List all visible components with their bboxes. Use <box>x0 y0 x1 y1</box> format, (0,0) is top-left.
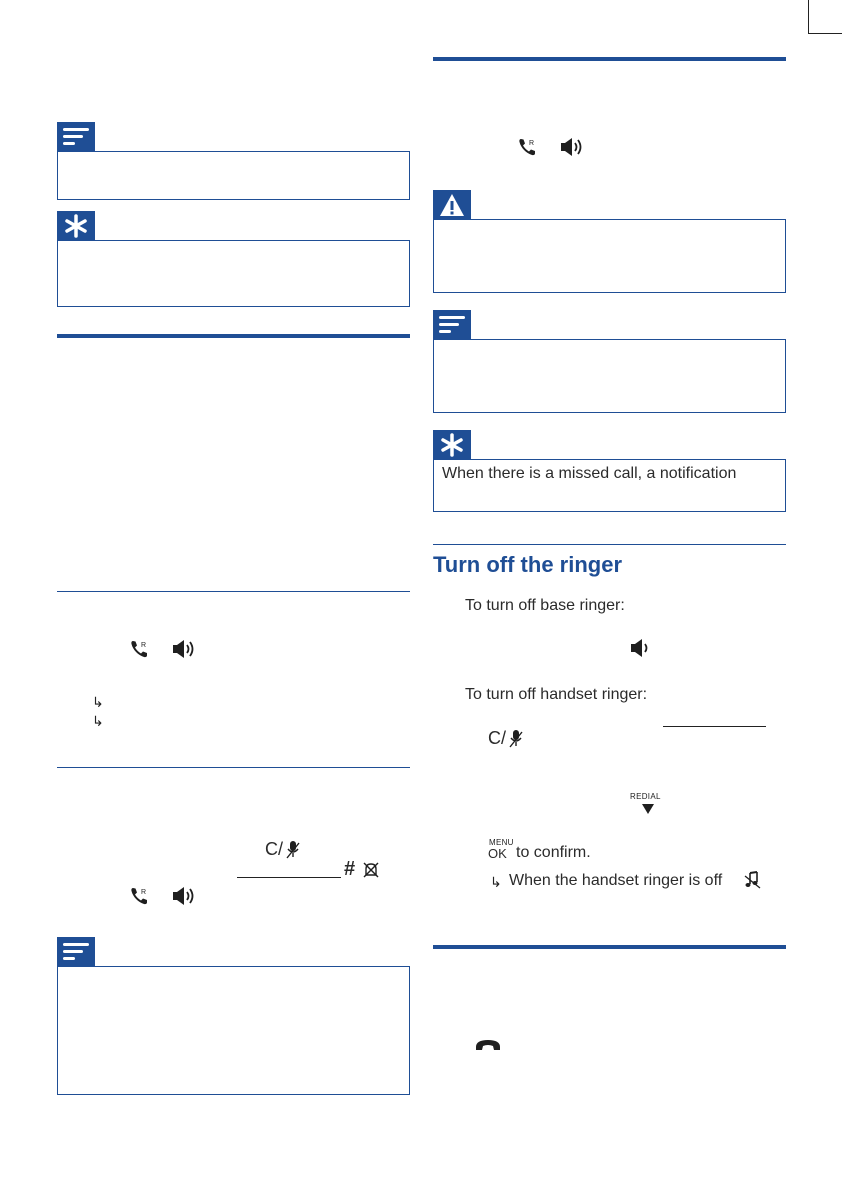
speaker-icon <box>630 638 656 658</box>
note-lines-icon <box>439 316 465 334</box>
tip-tab <box>433 430 471 460</box>
note-box <box>433 339 786 413</box>
talk-phone-icon <box>518 137 538 157</box>
crop-mark-horizontal <box>808 33 842 34</box>
speaker-icon <box>172 639 198 659</box>
ringer-off-music-icon <box>744 871 762 889</box>
down-triangle-icon <box>642 804 654 814</box>
result-arrow: ↳ <box>92 713 104 729</box>
result-text: When the handset ringer is off <box>509 872 723 889</box>
svg-text:R: R <box>141 642 147 649</box>
hash-key-symbol: # <box>344 858 356 880</box>
underline-rule <box>663 726 766 727</box>
result-arrow: ↳ <box>490 874 502 890</box>
menu-key-label: MENU <box>489 838 514 847</box>
section-divider <box>433 57 786 61</box>
tip-text: When there is a missed call, a notification <box>442 465 737 482</box>
ok-key-label: OK <box>488 846 507 861</box>
underline-rule <box>237 877 341 878</box>
note-box <box>57 966 410 1095</box>
note-lines-icon <box>63 943 89 961</box>
instruction-text: To turn off handset ringer: <box>465 686 648 703</box>
asterisk-tip-icon <box>64 214 88 238</box>
warning-tab <box>433 190 471 220</box>
redial-key-label: REDIAL <box>630 792 661 801</box>
clear-key-symbol: C <box>488 728 501 748</box>
svg-text:R: R <box>529 140 535 147</box>
ringer-off-icon <box>362 861 380 879</box>
instruction-text: To turn off base ringer: <box>465 597 625 614</box>
speaker-icon <box>560 137 586 157</box>
note-tab <box>57 937 95 967</box>
tip-tab <box>57 211 95 241</box>
section-divider <box>57 334 410 338</box>
tip-box <box>57 240 410 307</box>
slash-symbol: / <box>501 728 507 748</box>
confirm-text: to confirm. <box>516 844 591 861</box>
note-lines-icon <box>63 128 89 146</box>
slash-symbol: / <box>278 839 284 859</box>
end-call-icon <box>474 1038 502 1052</box>
warning-triangle-icon <box>439 193 465 217</box>
subsection-divider <box>57 767 410 768</box>
svg-text:R: R <box>141 889 147 896</box>
talk-phone-icon <box>130 639 150 659</box>
note-box <box>57 151 410 200</box>
subsection-divider <box>57 591 410 592</box>
note-tab <box>57 122 95 152</box>
asterisk-tip-icon <box>440 433 464 457</box>
warning-box <box>433 219 786 293</box>
mute-mic-icon <box>509 729 523 749</box>
crop-mark-vertical <box>808 0 809 34</box>
result-arrow: ↳ <box>92 694 104 710</box>
subsection-divider <box>433 544 786 545</box>
note-tab <box>433 310 471 340</box>
speaker-icon <box>172 886 198 906</box>
section-heading: Turn off the ringer <box>433 552 623 577</box>
mute-mic-icon <box>286 840 300 860</box>
clear-key-symbol: C <box>265 839 278 859</box>
talk-phone-icon <box>130 886 150 906</box>
section-divider <box>433 945 786 949</box>
